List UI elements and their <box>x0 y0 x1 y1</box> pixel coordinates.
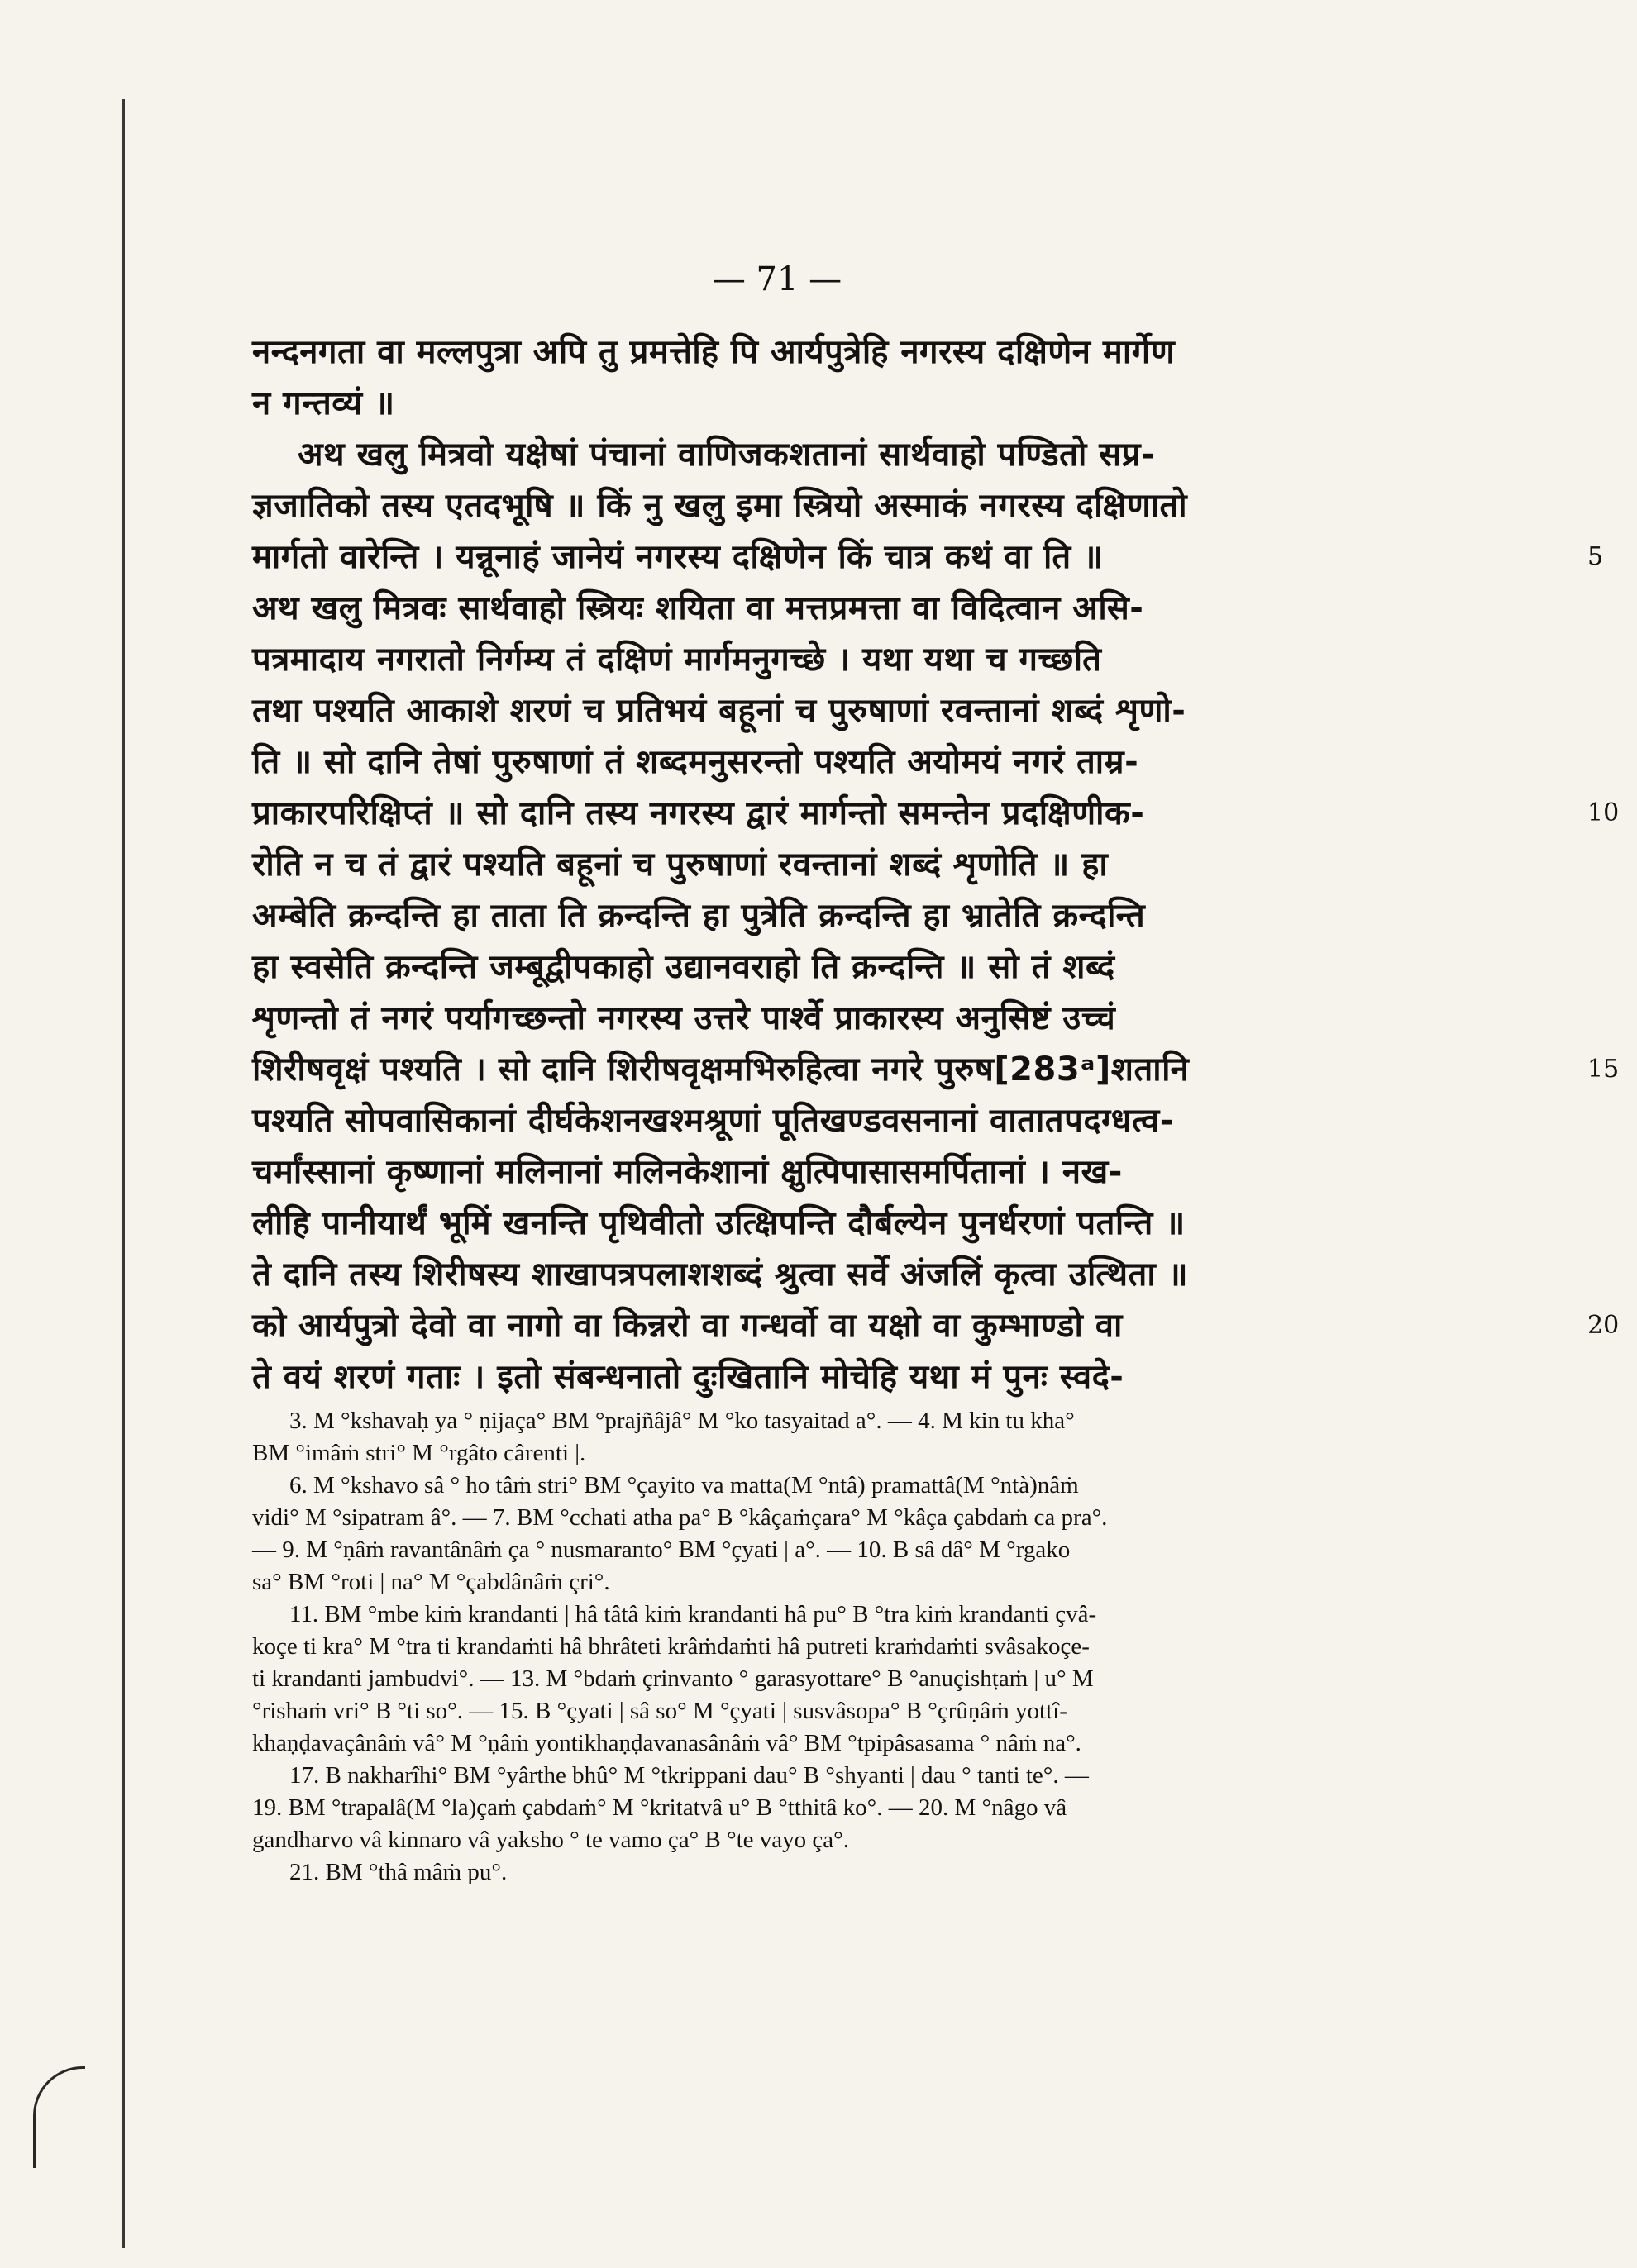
text-line: ते दानि तस्य शिरीषस्य शाखापत्रपलाशशब्दं श्रुत्वा सर्वे अंजलिं कृत्वा उत्थिता ॥ <box>252 1256 1189 1294</box>
footnote-line: sa° BM °roti | na° M °çabdânâṁ çri°. <box>252 1569 610 1595</box>
text-line: नन्दनगता वा मल्लपुत्रा अपि तु प्रमत्तेहि पि आर्यपुत्रेहि नगरस्य दक्षिणेन मार्गेण <box>252 333 1176 371</box>
text-line: मार्गतो वारेन्ति । यन्नूनाहं जानेयं नगरस्य दक्षिणेन किं चात्र कथं वा ति ॥ <box>252 538 1104 576</box>
text-line: रोति न च तं द्वारं पश्यति बहूनां च पुरुषाणां रवन्तानां शब्दं शृणोति ॥ हा <box>252 846 1109 884</box>
devanagari-text-block <box>252 326 1620 1403</box>
text-line: पश्यति सोपवासिकानां दीर्घकेशनखश्मश्रूणां पूतिखण्डवसनानां वातातपदग्धत्व- <box>252 1102 1174 1140</box>
text-line: अम्बेति क्रन्दन्ति हा ताता ति क्रन्दन्ति हा पुत्रेति क्रन्दन्ति हा भ्रातेति क्रन्दन्ति <box>252 897 1146 935</box>
text-line: प्राकारपरिक्षिप्तं ॥ सो दानि तस्य नगरस्य द्वारं मार्गन्तो समन्तेन प्रदक्षिणीक- <box>252 794 1145 832</box>
footnote-line: koçe ti kra° M °tra ti krandaṁti hâ bhrâteti krâṁdaṁti hâ putreti kraṁdaṁti svâsakoçe- <box>252 1633 1090 1660</box>
text-line: चर्मांस्सानां कृष्णानां मलिनानां मलिनकेशानां क्षुत्पिपासासमर्पितानां । नख- <box>252 1153 1123 1191</box>
text-line: लीहि पानीयार्थं भूमिं खनन्ति पृथिवीतो उत्क्षिपन्ति दौर्बल्येन पुनर्धरणां पतन्ति ॥ <box>252 1204 1186 1242</box>
page-number: — 71 — <box>712 260 842 298</box>
footnote-line: 11. BM °mbe kiṁ krandanti | hâ tâtâ kiṁ krandanti hâ pu° B °tra kiṁ krandanti çvâ- <box>289 1601 1097 1627</box>
text-line: ति ॥ सो दानि तेषां पुरुषाणां तं शब्दमनुसरन्तो पश्यति अयोमयं नगरं ताम्र- <box>252 743 1139 781</box>
footnote-line: 21. BM °thâ mâṁ pu°. <box>289 1859 508 1885</box>
footnote-line: khaṇḍavaçânâṁ vâ° M °ṇâṁ yontikhaṇḍavanasânâṁ vâ° BM °tpipâsasama ° nâṁ na°. <box>252 1730 1081 1756</box>
footnote-line: gandharvo vâ kinnaro vâ yaksho ° te vamo ça° B °te vayo ça°. <box>252 1827 850 1853</box>
text-line: अथ खलु मित्रवः सार्थवाहो स्त्रियः शयिता वा मत्तप्रमत्ता वा विदित्वान असि- <box>252 589 1144 627</box>
line-number: 5 <box>1587 542 1604 571</box>
footnote-line: BM °imâṁ stri° M °rgâto cârenti |. <box>252 1440 586 1466</box>
text-line: शिरीषवृक्षं पश्यति । सो दानि शिरीषवृक्षमभिरुहित्वा नगरे पुरुष[283ᵃ]शतानि <box>252 1051 1190 1089</box>
margin-rule <box>122 99 125 2248</box>
footnote-line: 17. B nakharîhi° BM °yârthe bhû° M °tkrippani dau° B °shyanti | dau ° tanti te°. — <box>289 1762 1089 1789</box>
footnotes-block <box>252 1405 1327 1889</box>
text-line: को आर्यपुत्रो देवो वा नागो वा किन्नरो वा गन्धर्वो वा यक्षो वा कुम्भाण्डो वा <box>252 1307 1123 1345</box>
footnote-line: ti krandanti jambudvi°. — 13. M °bdaṁ çrinvanto ° garasyottare° B °anuçishṭaṁ | u° M <box>252 1665 1094 1692</box>
text-line: अथ खलु मित्रवो यक्षेषां पंचानां वाणिजकशतानां सार्थवाहो पण्डितो सप्र- <box>298 436 1156 474</box>
footnote-line: vidi° M °sipatram â°. — 7. BM °cchati atha pa° B °kâçaṁçara° M °kâça çabdaṁ ca pra°. <box>252 1504 1108 1531</box>
line-number: 10 <box>1587 798 1620 827</box>
text-line: तथा पश्यति आकाशे शरणं च प्रतिभयं बहूनां च पुरुषाणां रवन्तानां शब्दं शृणो- <box>252 692 1186 730</box>
footnote-line: °rishaṁ vri° B °ti so°. — 15. B °çyati | sâ so° M °çyati | susvâsopa° B °çrûṇâṁ yottî- <box>252 1698 1067 1724</box>
line-number: 15 <box>1587 1055 1620 1084</box>
footnote-line: 19. BM °trapalâ(M °la)çaṁ çabdaṁ° M °kritatvâ u° B °tthitâ ko°. — 20. M °nâgo vâ <box>252 1794 1067 1821</box>
footnote-line: — 9. M °ṇâṁ ravantânâṁ ça ° nusmaranto° BM °çyati | a°. — 10. B sâ dâ° M °rgako <box>252 1537 1071 1563</box>
text-line: न गन्तव्यं ॥ <box>252 384 395 422</box>
text-line: पत्रमादाय नगरातो निर्गम्य तं दक्षिणं मार्गमनुगच्छे । यथा यथा च गच्छति <box>252 641 1102 679</box>
line-number: 20 <box>1587 1311 1620 1340</box>
text-line: ज्ञजातिको तस्य एतदभूषि ॥ किं नु खलु इमा स्त्रियो अस्माकं नगरस्य दक्षिणातो <box>252 487 1188 525</box>
text-line: शृणन्तो तं नगरं पर्यागच्छन्तो नगरस्य उत्तरे पार्श्वे प्राकारस्य अनुसिष्टं उच्चं <box>252 999 1116 1037</box>
footnote-line: 3. M °kshavaḥ ya ° ṇijaça° BM °prajñâjâ° M °ko tasyaitad a°. — 4. M kin tu kha° <box>289 1408 1075 1434</box>
text-line: हा स्वसेति क्रन्दन्ति जम्बूद्वीपकाहो उद्यानवराहो ति क्रन्दन्ति ॥ सो तं शब्दं <box>252 948 1115 986</box>
text-line: ते वयं शरणं गताः । इतो संबन्धनातो दुःखितानि मोचेहि यथा मं पुनः स्वदे- <box>252 1358 1124 1396</box>
footnote-line: 6. M °kshavo sâ ° ho tâṁ stri° BM °çayito va matta(M °ntâ) pramattâ(M °ntà)nâṁ <box>289 1472 1079 1498</box>
margin-pencil-mark <box>33 2066 85 2168</box>
